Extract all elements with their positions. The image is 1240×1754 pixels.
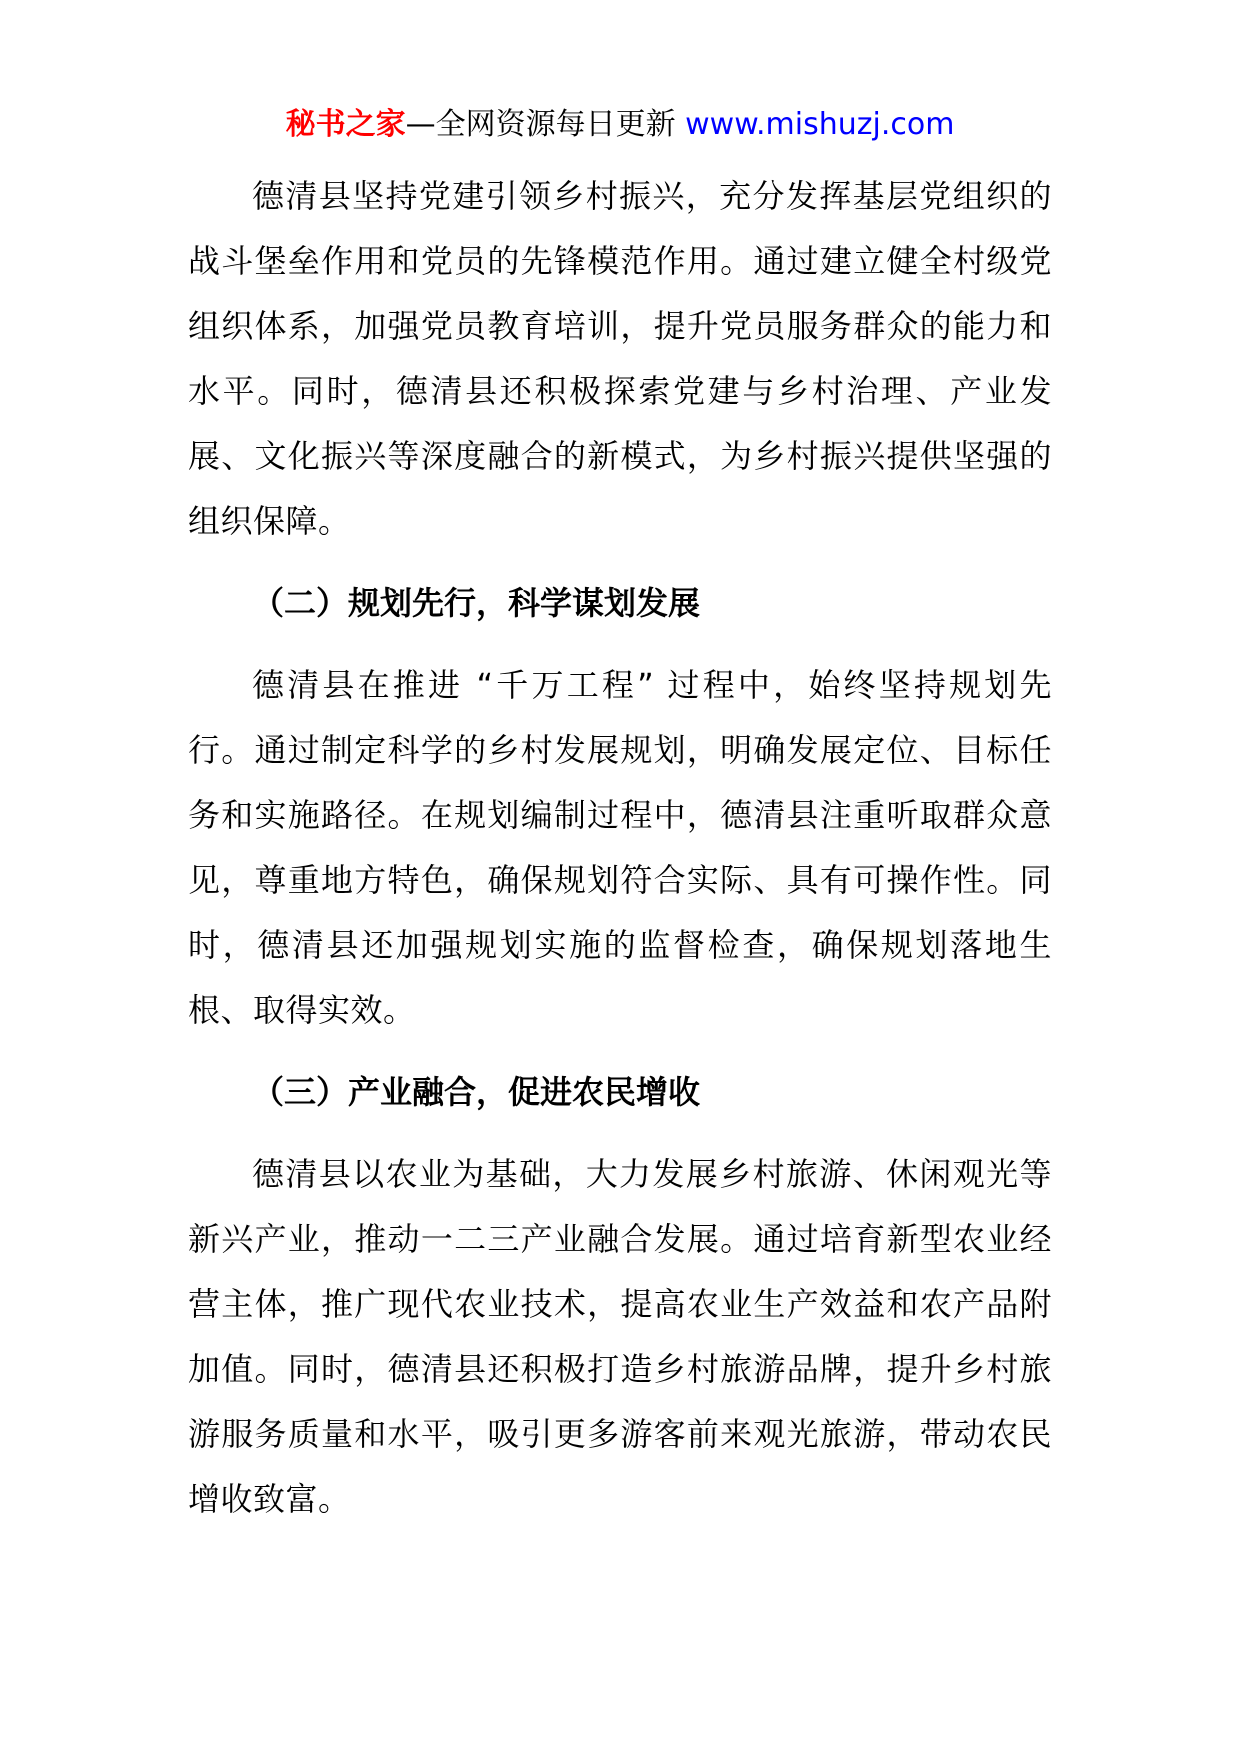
document-body	[188, 164, 1052, 1532]
section-heading-planning: （二）规划先行，科学谋划发展	[252, 584, 701, 622]
header-tagline: —全网资源每日更新	[405, 107, 676, 142]
paragraph-party-building: 德清县坚持党建引领乡村振兴，充分发挥基层党组织的战斗堡垒作用和党员的先锋模范作用。通过建立健全村级党组织体系，加强党员教育培训，提升党员服务群众的能力和水平。同时，德清县还积极探索党建与乡村治理、产业发展、文化振兴等深度融合的新模式，为乡村振兴提供坚强的组织保障。	[188, 177, 1052, 540]
section-heading-industry: （三）产业融合，促进农民增收	[252, 1073, 701, 1111]
brand-name: 秘书之家	[285, 107, 406, 142]
page-header	[0, 98, 1240, 152]
paragraph-planning: 德清县在推进 “千万工程” 过程中，始终坚持规划先行。通过制定科学的乡村发展规划，明确发展定位、目标任务和实施路径。在规划编制过程中，德清县注重听取群众意见，尊重地方特色，确保规划符合实际、具有可操作性。同时，德清县还加强规划实施的监督检查，确保规划落地生根、取得实效。	[188, 666, 1052, 1029]
site-url-link[interactable]: www.mishuzj.com	[685, 107, 955, 142]
paragraph-industry: 德清县以农业为基础，大力发展乡村旅游、休闲观光等新兴产业，推动一二三产业融合发展。通过培育新型农业经营主体，推广现代农业技术，提高农业生产效益和农产品附加值。同时，德清县还积极打造乡村旅游品牌，提升乡村旅游服务质量和水平，吸引更多游客前来观光旅游，带动农民增收致富。	[188, 1155, 1052, 1518]
